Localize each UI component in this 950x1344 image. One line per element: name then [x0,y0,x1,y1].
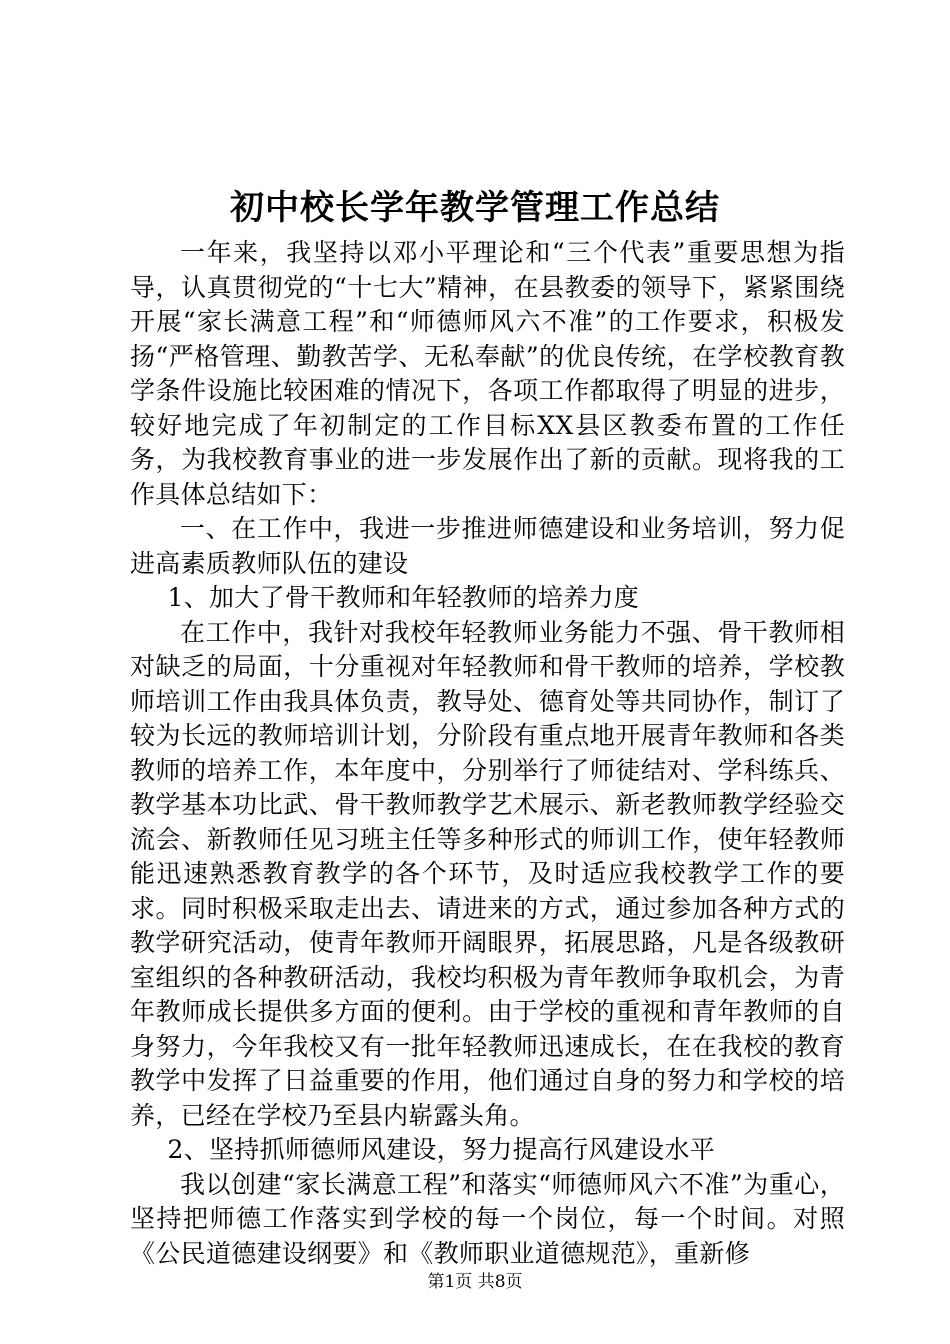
paragraph-intro: 一年来，我坚持以邓小平理论和“三个代表”重要思想为指导，认真贯彻党的“十七大”精神，在县教委的领导下，紧紧围绕开展“家长满意工程”和“师德师风六不准”的工作要求，积极发扬“严格管理、勤教苦学、无私奉献”的优良传统，在学校教育教学条件设施比较困难的情况下，各项工作都取得了明显的进步，较好地完成了年初制定的工作目标XX县区教委布置的工作任务，为我校教育事业的进一步发展作出了新的贡献。现将我的工作具体总结如下： [130,238,845,509]
subsection-heading-2: 2、坚持抓师德师风建设，努力提高行风建设水平 [167,1135,716,1164]
paragraph-teacher-training: 在工作中，我针对我校年轻教师业务能力不强、骨干教师相对缺乏的局面，十分重视对年轻教师和骨干教师的培养，学校教师培训工作由我具体负责，教导处、德育处等共同协作，制订了较为长远的教师培训计划，分阶段有重点地开展青年教师和各类教师的培养工作，本年度中，分别举行了师徒结对、学科练兵、教学基本功比武、骨干教师教学艺术展示、新老教师教学经验交流会、新教师任见习班主任等多种形式的师训工作，使年轻教师能迅速熟悉教育教学的各个环节，及时适应我校教学工作的要求。同时积极采取走出去、请进来的方式，通过参加各种方式的教学研究活动，使青年教师开阔眼界，拓展思路，凡是各级教研室组织的各种教研活动，我校均积极为青年教师争取机会，为青年教师成长提供多方面的便利。由于学校的重视和青年教师的自身努力，今年我校又有一批年轻教师迅速成长，在在我校的教育教学中发挥了日益重要的作用，他们通过自身的努力和学校的培养，已经在学校乃至县内崭露头角。 [130,617,845,1130]
document-body [130,236,845,1271]
section-heading-1: 一、在工作中，我进一步推进师德建设和业务培训，努力促进高素质教师队伍的建设 [130,514,845,578]
page-footer: 第1页 共8页 [427,1272,523,1292]
document-title: 初中校长学年教学管理工作总结 [230,188,720,228]
subsection-heading-1: 1、加大了骨干教师和年轻教师的培养力度 [167,583,640,612]
paragraph-ethics: 我以创建“家长满意工程”和落实“师德师风六不准”为重心，坚持把师德工作落实到学校的每一个岗位，每一个时间。对照《公民道德建设纲要》和《教师职业道德规范》，重新修 [130,1169,845,1268]
